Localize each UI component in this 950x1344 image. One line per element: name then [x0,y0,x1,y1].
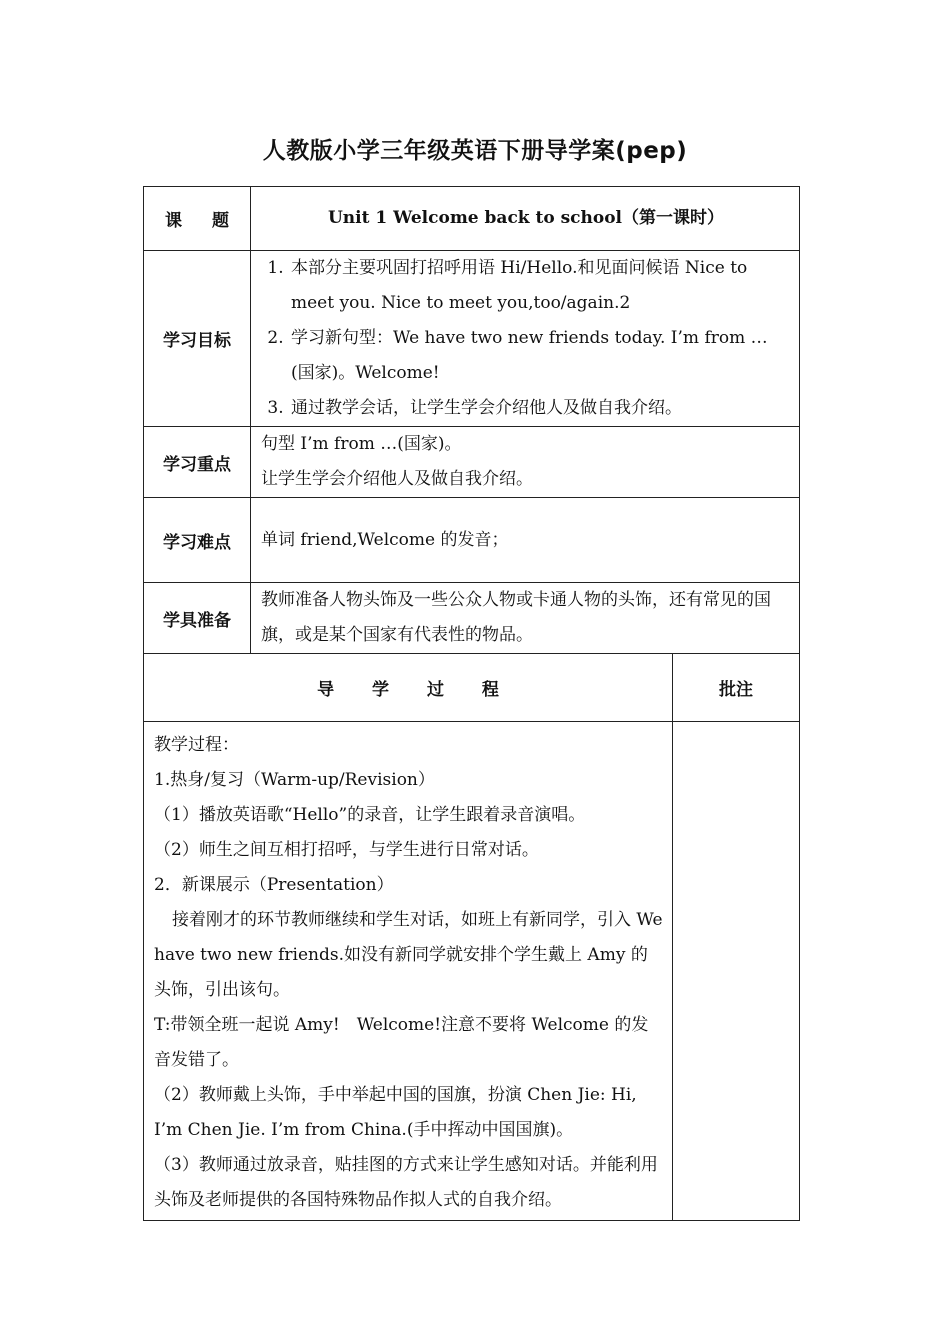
topic-label-cell [144,187,251,251]
materials-row [144,583,800,654]
key-points-cell [251,427,800,498]
process-line: 2．新课展示（Presentation） [154,875,394,895]
materials-value: 教师准备人物头饰及一些公众人物或卡通人物的头饰，还有常见的国旗，或是某个国家有代表性的物品。 [251,583,800,654]
key-points-row [144,427,800,498]
materials-label: 学具准备 [144,583,251,654]
difficulties-row [144,498,800,583]
key-point-line: 让学生学会介绍他人及做自我介绍。 [261,469,533,489]
difficulties-label: 学习难点 [144,498,251,583]
process-line: 教学过程： [154,735,239,755]
topic-label: 课 题 [165,211,241,231]
process-line: T:带领全班一起说 Amy! Welcome!注意不要将 Welcome 的发音发错了。 [154,1015,649,1070]
objectives-row [144,251,800,427]
notes-cell [673,722,800,1221]
objectives-list [261,251,791,426]
notes-header: 批注 [673,654,800,722]
process-header-row [144,654,800,722]
objective-item: 3. 通过教学会话，让学生学会介绍他人及做自我介绍。 [289,391,791,426]
objectives-label: 学习目标 [144,251,251,427]
process-line: （1）播放英语歌“Hello”的录音，让学生跟着录音演唱。 [154,805,586,825]
objectives-cell [251,251,800,427]
process-line: （2）教师戴上头饰，手中举起中国的国旗，扮演 Chen Jie: Hi, I’m Chen Jie. I’m from China.(手中挥动中国国旗)。 [154,1085,637,1140]
process-line: 接着刚才的环节教师继续和学生对话，如班上有新同学，引入 We have two new friends.如没有新同学就安排个学生戴上 Amy 的头饰，引出该句。 [154,910,663,1000]
lesson-title: Unit 1 Welcome back to school（第一课时） [251,187,800,251]
process-header: 导 学 过 程 [317,680,515,700]
objective-item: 1. 本部分主要巩固打招呼用语 Hi/Hello.和见面问候语 Nice to meet you. Nice to meet you,too/again.2 [289,251,791,321]
topic-row [144,187,800,251]
process-content [144,722,673,1221]
lesson-plan-table [143,186,800,1221]
process-body-row [144,722,800,1221]
process-header-cell [144,654,673,722]
process-line: （3）教师通过放录音，贴挂图的方式来让学生感知对话。并能利用头饰及老师提供的各国特殊物品作拟人式的自我介绍。 [154,1155,658,1210]
process-line: 1.热身/复习（Warm-up/Revision） [154,770,435,790]
difficulties-value: 单词 friend,Welcome 的发音； [251,498,800,583]
key-points-label: 学习重点 [144,427,251,498]
key-point-line: 句型 I’m from …(国家)。 [261,434,462,454]
objective-item: 2. 学习新句型：We have two new friends today. I’m from …(国家)。Welcome! [289,321,791,391]
page-title: 人教版小学三年级英语下册导学案(pep) [262,138,688,164]
process-line: （2）师生之间互相打招呼，与学生进行日常对话。 [154,840,539,860]
